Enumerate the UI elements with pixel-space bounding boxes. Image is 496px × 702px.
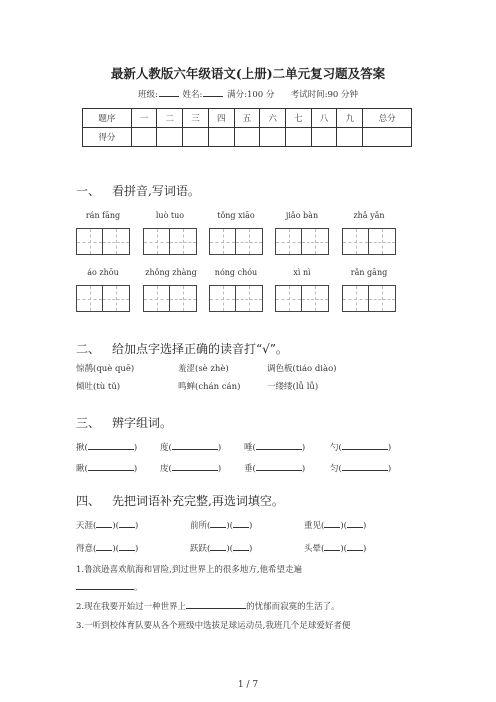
section-2-heading [76,340,288,357]
idiom-fill-item[interactable]: 跃跃( )( ) [190,544,253,554]
word-group-item[interactable]: 勺( ) [330,443,392,453]
score-input-cell[interactable] [260,128,286,147]
pinyin-label: nóng chóu [214,268,258,277]
word-group-item[interactable]: 唾( ) [244,443,306,453]
score-table [82,108,412,147]
full-score: 满分:100 分 [227,90,275,100]
section-title: 给加点字选择正确的读音打“√”。 [112,342,288,356]
score-table-score-row [83,128,412,147]
writing-grid[interactable] [275,285,329,312]
section-4-heading [76,492,284,509]
pinyin-label: zhǒng zhàng [145,268,197,277]
section-number: 一、 [76,184,101,198]
score-label-cell: 得分 [83,128,132,147]
word-group-item[interactable]: 庋( ) [160,464,222,474]
section-1-heading [76,182,200,199]
pronunciation-item[interactable]: 一缕缕(lǚ lǚ) [267,382,319,392]
score-cell: 三 [183,109,209,128]
name-blank [203,89,223,97]
pinyin-label: jiǎo bàn [285,211,319,220]
pinyin-label: rǎn gāng [350,268,388,277]
section-number: 四、 [76,494,101,508]
pinyin-label: xì nì [293,268,311,277]
score-cell: 七 [286,109,312,128]
writing-grid[interactable] [143,285,197,312]
score-cell: 二 [157,109,183,128]
writing-grid[interactable] [76,228,130,255]
score-input-cell[interactable] [337,128,363,147]
pronunciation-item[interactable]: 调色板(tiáo diào) [267,364,337,374]
word-group-item[interactable]: 揪( ) [76,443,138,453]
word-group-item[interactable]: 垂( ) [244,464,306,474]
section-number: 三、 [76,416,101,430]
writing-grid[interactable] [275,228,329,255]
writing-grid[interactable] [209,228,263,255]
idiom-fill-item[interactable]: 重见( )( ) [304,521,367,531]
score-input-cell[interactable] [363,128,412,147]
writing-grid[interactable] [76,285,130,312]
score-cell: 六 [260,109,286,128]
idiom-fill-item[interactable]: 得意( )( ) [76,544,139,554]
score-cell: 四 [208,109,234,128]
idiom-fill-item[interactable]: 天涯( )( ) [76,521,139,531]
score-input-cell[interactable] [131,128,157,147]
score-cell: 总分 [363,109,412,128]
pinyin-label: luò tuo [155,211,185,220]
score-input-cell[interactable] [234,128,260,147]
score-input-cell[interactable] [157,128,183,147]
page-number: 1 / 7 [237,680,259,690]
pronunciation-item[interactable]: 鸣蝉(chán cán) [178,382,241,392]
question-1-text: 1.鲁滨逊喜欢航海和冒险,到过世界上的很多地方,他希望走遍 [76,565,303,575]
idiom-fill-item[interactable]: 头晕( )( ) [304,544,367,554]
pinyin-label: zhǎ yǎn [353,211,385,220]
score-input-cell[interactable] [286,128,312,147]
writing-grid[interactable] [143,228,197,255]
pinyin-label: tǒng xiāo [217,211,255,220]
score-cell: 九 [337,109,363,128]
section-title: 辨字组词。 [112,416,173,430]
score-input-cell[interactable] [208,128,234,147]
writing-grid[interactable] [209,285,263,312]
score-cell: 五 [234,109,260,128]
writing-grid[interactable] [342,228,396,255]
question-3-text: 3.一听到校体育队要从各个班级中选拔足球运动员,我班几个足球爱好者便 [76,621,351,631]
question-2-text[interactable]: 2.现在我要开始过一种世界上 的忧郁而寂寞的生活了。 [76,602,340,612]
document-title: 最新人教版六年级语文(上册)二单元复习题及答案 [110,66,386,81]
section-title: 看拼音,写词语。 [112,184,200,198]
score-input-cell[interactable] [311,128,337,147]
exam-time: 考试时间:90 分钟 [290,90,359,100]
pinyin-label: rán fāng [85,211,121,220]
idiom-fill-item[interactable]: 前所( )( ) [190,521,253,531]
pinyin-label: áo zhōu [87,268,119,277]
exam-info [0,88,496,100]
writing-grid[interactable] [342,285,396,312]
word-group-item[interactable]: 瞅( ) [76,464,138,474]
question-1-blank[interactable]: 。 [76,581,143,593]
word-group-item[interactable]: 度( ) [160,443,222,453]
section-title: 先把词语补充完整,再选词填空。 [112,494,284,508]
name-label: 姓名: [182,90,203,100]
section-number: 二、 [76,342,101,356]
score-input-cell[interactable] [183,128,209,147]
score-table-header-row [83,109,412,128]
pronunciation-item[interactable]: 倾吐(tù tǔ) [76,382,121,392]
class-label: 班级: [137,90,158,100]
class-blank [159,89,179,97]
score-cell: 题序 [83,109,132,128]
score-cell: 八 [311,109,337,128]
pronunciation-item[interactable]: 羞涩(sè zhè) [178,364,229,374]
score-cell: 一 [131,109,157,128]
pronunciation-item[interactable]: 惊鹊(què quē) [76,364,135,374]
word-group-item[interactable]: 匀( ) [330,464,392,474]
section-3-heading [76,414,172,431]
